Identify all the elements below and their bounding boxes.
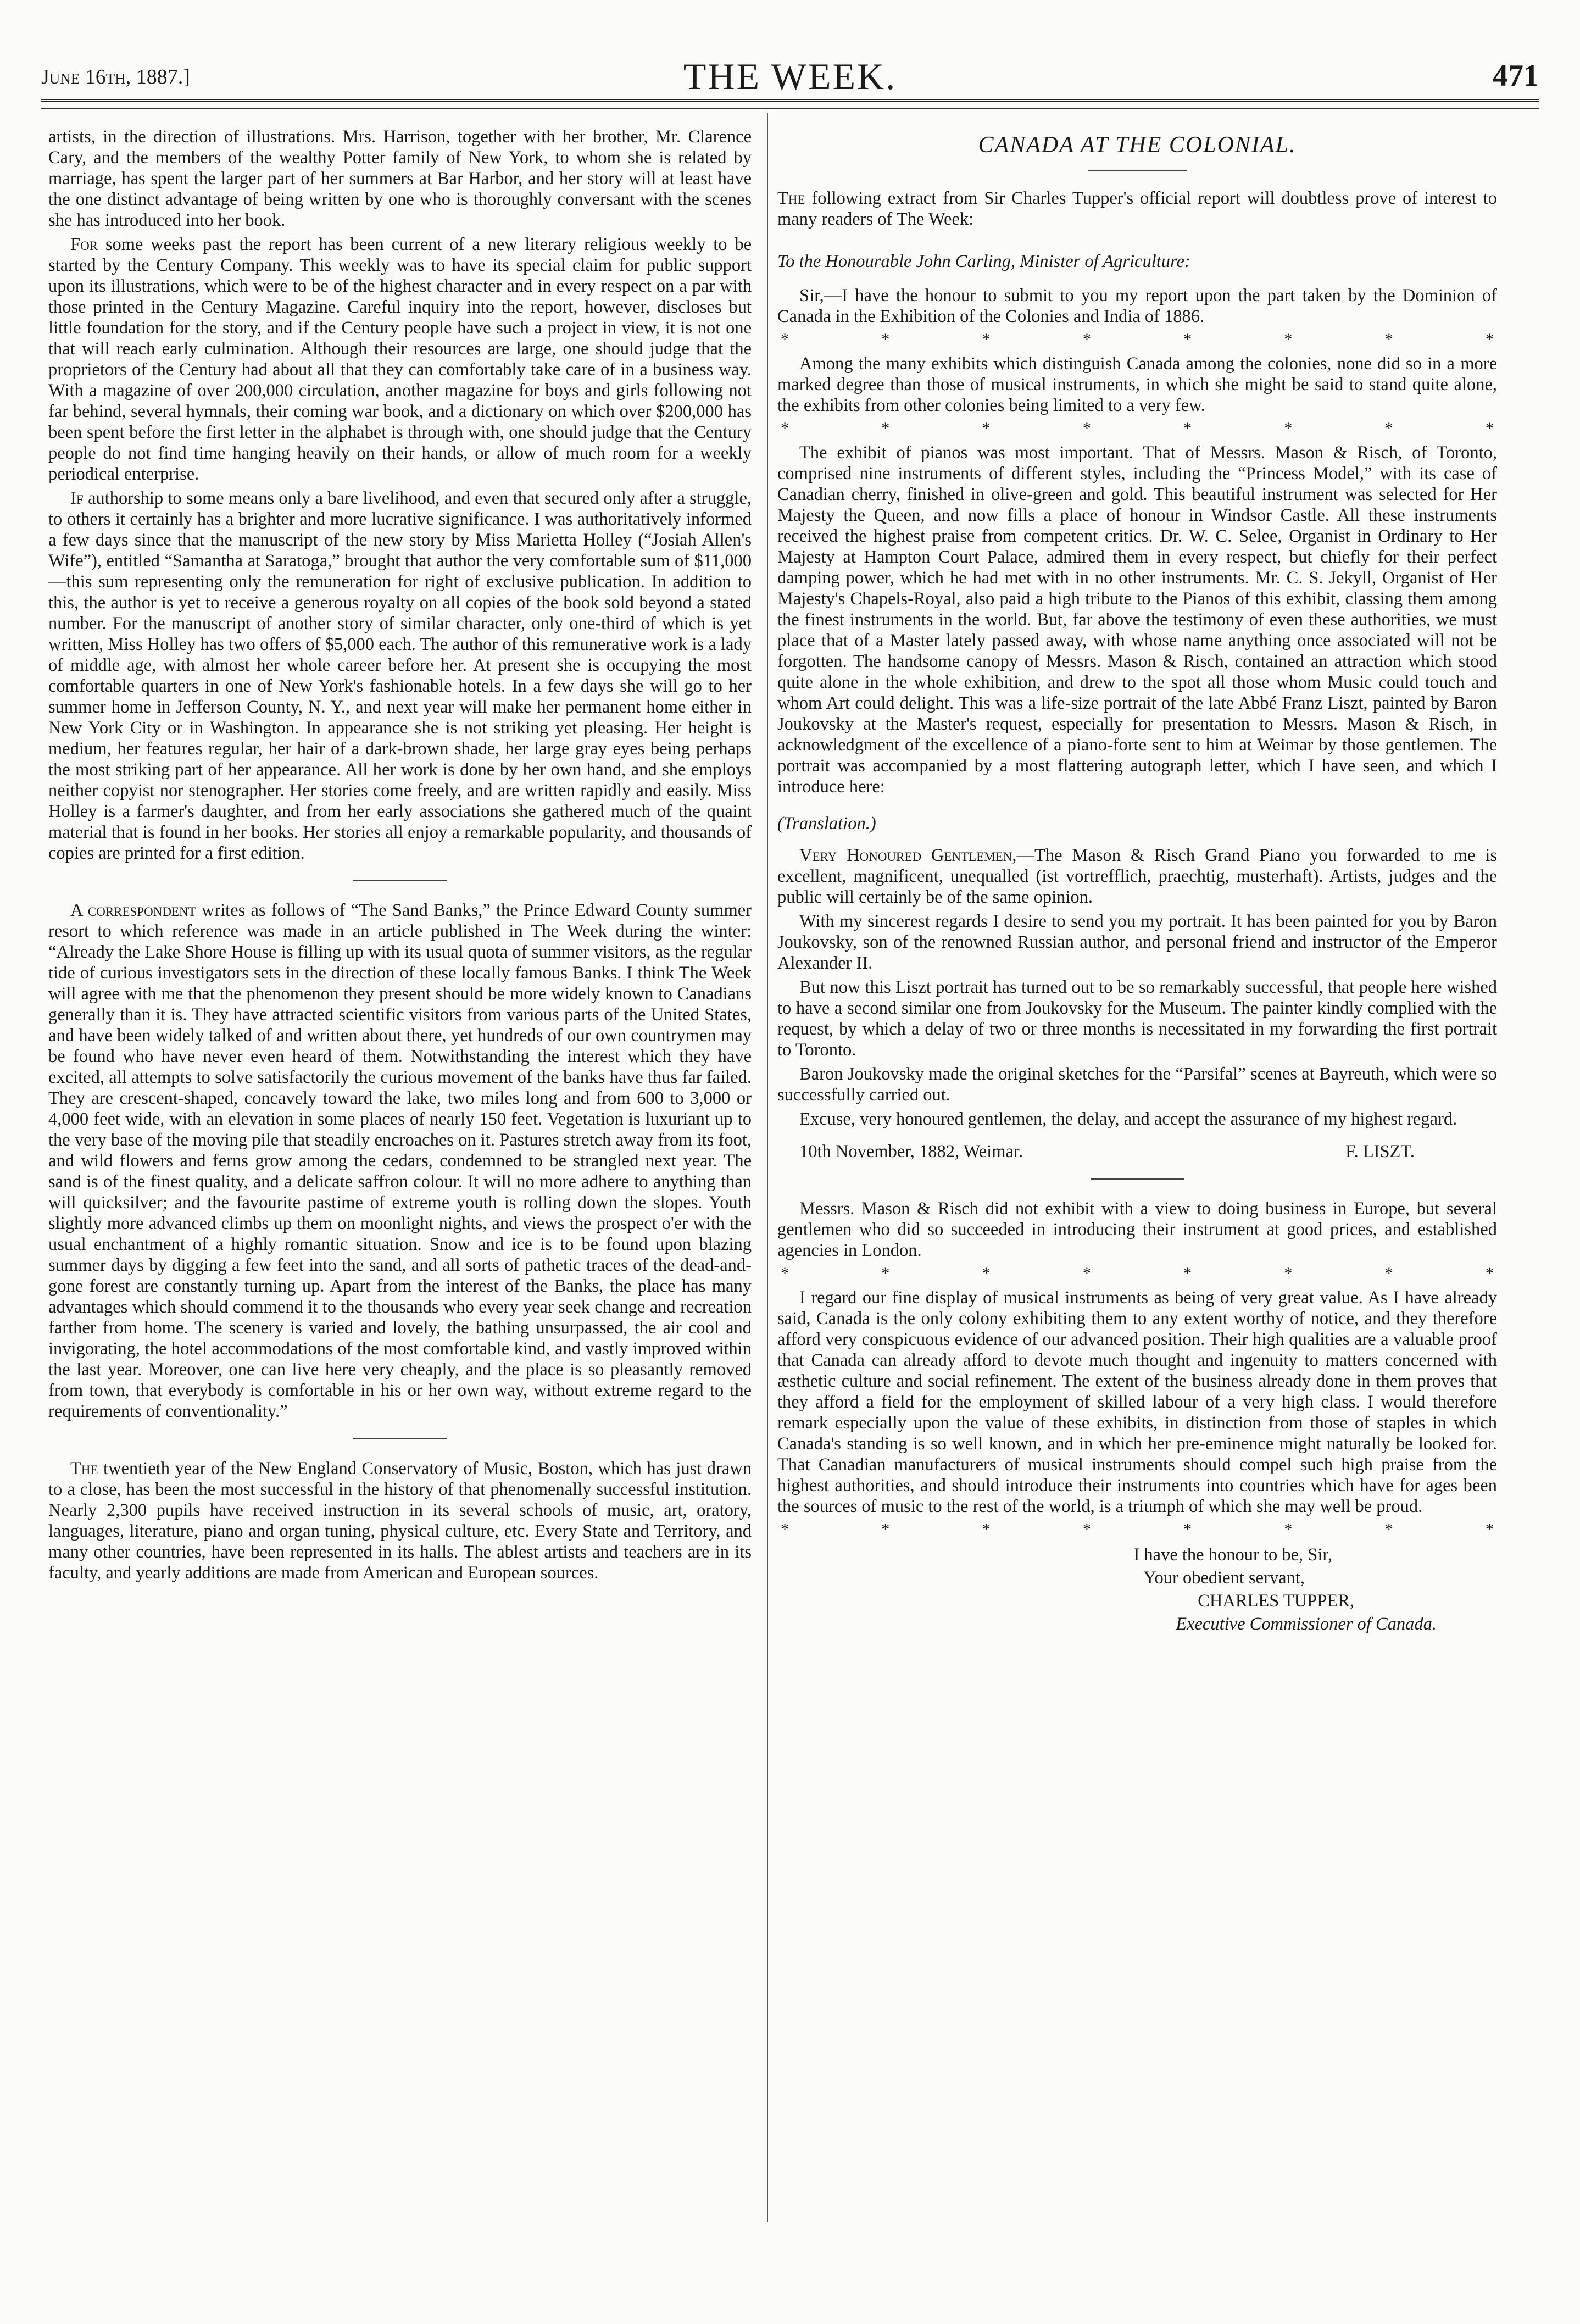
paragraph-text: some weeks past the report has been current of a new literary religious weekly to be started by the Century Company. This weekly was to have its special claim for public support upon its illustrations, which were to be of the highest character and in every respect on a par with those printed in the Century Magazine. Careful inquiry into the report, however, discloses but little foundation for the story, and if the Century people have such a project in view, it is not one that will reach early culmination. Although their resources are large, one should judge that the proprietors of the Century had about all that they can comfortably take care of in a business way. With a magazine of over 200,000 circulation, another magazine for boys and girls following not far behind, several hymnals, their coming war book, and a dictionary on which over $200,000 has been spent before the first letter in the alphabet is through with, one should judge that the Century people do not find time hanging heavily on their hands, or allow of much room for a weekly periodical enterprise. — [48, 235, 752, 484]
paragraph-conservatory — [48, 1458, 752, 1583]
letter-salutation: Very Honoured Gentlemen, — [799, 846, 1017, 865]
letter-signature: F. LISZT. — [1345, 1142, 1415, 1161]
section-separator — [353, 880, 447, 881]
section-separator — [353, 1438, 447, 1439]
left-column — [48, 126, 752, 1587]
letter-paragraph: Excuse, very honoured gentlemen, the delay, and accept the assurance of my highest regard. — [799, 1109, 1457, 1129]
paragraph-pianos: The exhibit of pianos was most important. That of Messrs. Mason & Risch, of Toronto, comprised nine instruments of different styles, including the “Princess Model,” with its case of Canadian cherry, finished in olive-green and gold. This beautiful instrument was selected for Her Majesty the Queen, and now fills a place of honour in Windsor Castle. All these instruments received the highest praise from competent critics. Dr. W. C. Selee, Organist in Ordinary to Her Majesty at Hampton Court Palace, admired them in every respect, but chiefly for their perfect damping power, which he had met with in no other instruments. Mr. C. S. Jekyll, Organist of Her Majesty's Chapels-Royal, also paid a high tribute to the Pianos of this exhibit, classing them among the finest instruments in the world. But, far above the testimony of even these authorities, we must place that of a Master lately passed away, with whose name anything once associated will not be forgotten. The handsome canopy of Messrs. Mason & Risch, contained an attraction which stood quite alone in the whole exhibition, and drew to the spot all those whom Music could touch and whom Art could delight. This was a life-size portrait of the late Abbé Franz Liszt, painted by Baron Joukovsky at the Master's request, especially for presentation to Messrs. Mason & Risch, in acknowledgment of the excellence of a piano-forte sent to him at Weimar by those gentlemen. The portrait was accompanied by a most flattering autograph letter, which I have seen, and which I introduce here: — [777, 443, 1497, 797]
publication-title: THE WEEK. — [683, 55, 897, 97]
paragraph-text: authorship to some means only a bare livelihood, and even that secured only after a struggle, to others it certainly has a brighter and more lucrative significance. I was authoritatively informed a few days since that the manuscript of the new story by Miss Marietta Holley (“Josiah Allen's Wife”), entitled “Samantha at Saratoga,” brought that author the very comfortable sum of $11,000—this sum representing only the remuneration for right of exclusive publication. In addition to this, the author is yet to receive a generous royalty on all copies of the book sold beyond a stated number. For the manuscript of another story of similar character, only one-third of which is yet written, Miss Holley has two offers of $5,000 each. The author of this remunerative work is a lady of middle age, with almost her whole career before her. At present she is occupying the most comfortable quarters in one of New York's fashionable hotels. In a few days she will go to her summer home in Jefferson County, N. Y., and next year will make her permanent home either in New York City or in Washington. In appearance she is not striking yet pleasing. Her height is medium, her features regular, her hair of a dark-brown shade, her large gray eyes being perhaps the most striking part of her appearance. All her work is done by her own hand, and she employs neither copyist nor stenographer. Her stories come freely, and are written rapidly and easily. Miss Holley is a farmer's daughter, and from her early associations she gathered much of the quaint material that is found in her books. Her stories all enjoy a remarkable popularity, and thousands of copies are printed for a first edition. — [48, 488, 752, 863]
issue-date: June 16th, 1887.] — [41, 65, 190, 88]
closing-line: I have the honour to be, Sir, — [1133, 1545, 1332, 1565]
paragraph-holley — [48, 488, 752, 864]
paragraph-text: following extract from Sir Charles Tupper's official report will doubtless prove of interest to many readers of The Week: — [777, 188, 1497, 229]
ellipsis-stars: * * * * * * * * — [781, 330, 1494, 348]
paragraph-musical-instruments: Among the many exhibits which distinguish Canada among the colonies, none did so in a more marked degree than those of musical instruments, in which she might be said to stand quite alone, the exhibits from other colonies being limited to a very few. — [777, 354, 1497, 415]
translation-label: (Translation.) — [777, 814, 876, 833]
paragraph-harrison: artists, in the direction of illustrations. Mrs. Harrison, together with her brother, Mr. Clarence Cary, and the members of the wealthy Potter family of New York, to whom she is related by marriage, has spent the larger part of her summers at Bar Harbor, and her story will at least have the one distinct advantage of being written by one who is thoroughly conversant with the scenes she has introduced into her book. — [48, 127, 752, 230]
letter-date: 10th November, 1882, Weimar. — [799, 1142, 1023, 1161]
page-number: 471 — [1493, 59, 1539, 93]
lead-word: For — [70, 235, 98, 254]
paragraph-text: twentieth year of the New England Conservatory of Music, Boston, which has just drawn to a close, has been the most successful in the history of that phenomenally successful institution. Nearly 2,300 pupils have received instruction in its several schools of music, art, oratory, languages, literature, piano and organ tuning, physical culture, etc. Every State and Territory, and many other countries, have been represented in its halls. The ablest artists and teachers are in its faculty, and yearly additions are made from American and European sources. — [48, 1459, 752, 1583]
right-column — [777, 126, 1497, 1636]
ellipsis-stars: * * * * * * * * — [781, 419, 1494, 437]
signatory-name: CHARLES TUPPER, — [1198, 1591, 1354, 1611]
lead-word: A correspondent — [70, 900, 196, 920]
page-header — [41, 55, 1539, 102]
section-separator — [1091, 1178, 1184, 1180]
report-address: To the Honourable John Carling, Minister of Agriculture: — [777, 252, 1190, 271]
paragraph-report-opening: Sir,—I have the honour to submit to you my report upon the part taken by the Dominion of Canada in the Exhibition of the Colonies and India of 1886. — [777, 286, 1497, 326]
paragraph-conclusion: I regard our fine display of musical instruments as being of very great value. As I have already said, Canada is the only colony exhibiting them to any extent worthy of notice, and they therefore afford very conspicuous evidence of our advanced position. Their high qualities are a valuable proof that Canada can already afford to devote much thought and ingenuity to matters concerned with æsthetic culture and social refinement. The extent of the business already done in them proves that they afford a field for the employment of skilled labour of a very high class. I would therefore remark especially upon the value of these exhibits, in distinction from those of staples in which Canada's standing is so well known, and in which her pre-eminence might naturally be looked for. That Canadian manufacturers of musical instruments should compel such high praise from the highest authorities, and should introduce their instruments into countries which have for ages been the sources of music to the rest of the world, is a triumph of which she may well be proud. — [777, 1288, 1497, 1516]
letter-dateline — [777, 1142, 1497, 1162]
signatory-title: Executive Commissioner of Canada. — [1176, 1614, 1437, 1634]
lead-word: If — [70, 488, 84, 508]
paragraph-business: Messrs. Mason & Risch did not exhibit with a view to doing business in Europe, but several gentlemen who did so succeeded in introducing their instrument at good prices, and established agencies in London. — [777, 1199, 1497, 1260]
letter-paragraph — [777, 845, 1497, 908]
column-divider — [767, 113, 768, 2222]
letter-paragraph: But now this Liszt portrait has turned out to be so remarkably successful, that people here wished to have a second similar one from Joukovsky for the Museum. The painter kindly complied with the request, by which a delay of two or three months is necessitated in my forwarding the first portrait to Toronto. — [777, 977, 1497, 1060]
letter-paragraph: With my sincerest regards I desire to send you my portrait. It has been painted for you by Baron Joukovsky, son of the renowned Russian author, and personal friend and instructor of the Emperor Alexander II. — [777, 911, 1497, 973]
paragraph-century-weekly — [48, 234, 752, 485]
header-rule-thin — [41, 108, 1539, 109]
paragraph-sand-banks — [48, 900, 752, 1422]
ellipsis-stars: * * * * * * * * — [781, 1264, 1494, 1282]
paragraph-intro — [777, 188, 1497, 230]
lead-word: The — [777, 188, 805, 208]
header-rule — [41, 99, 1539, 102]
heading-rule — [1088, 170, 1187, 171]
paragraph-text: —The Mason & Risch Grand Piano you forwarded to me is excellent, magnificent, unequalled (ist vortrefflich, praechtig, musterhaft). Artists, judges and the public will certainly be of the same opinion. — [777, 846, 1498, 907]
paragraph-text: writes as follows of “The Sand Banks,” the Prince Edward County summer resort to which reference was made in an article published in The Week during the winter: “Already the Lake Shore House is filling up with its usual quota of summer visitors, as the regular tide of curious investigators sets in the direction of these locally famous Banks. I think The Week will agree with me that the phenomenon they present should be more widely known to Canadians generally than it is. They have attracted scientific visitors from various parts of the United States, and have been widely talked of and written about there, yet hundreds of our own countrymen may be found who have never even heard of them. Notwithstanding the interest which they have excited, all attempts to solve satisfactorily the curious movement of the banks have thus far failed. They are crescent-shaped, concavely toward the lake, two miles long and from 600 to 3,000 or 4,000 feet wide, with an elevation in some places of nearly 150 feet. Vegetation is luxuriant up to the very base of the moving pile that steadily encroaches on it. Pastures stretch away from its foot, and wild flowers and ferns grow among the cedars, condemned to be strangled next year. The sand is of the finest quality, and a delicate saffron colour. It will no more adhere to anything than will quicksilver; and the favourite pastime of extreme youth is rolling down the slopes. Youth slightly more advanced climbs up them on moonlight nights, and views the prospect o'er with the usual enchantment of a highly romantic situation. Snow and ice is to be found upon blazing summer days by digging a few feet into the sand, and all sorts of pathetic traces of the dead-and-gone forest are constantly turning up. Apart from the interest of the Banks, the place has many advantages which should commend it to the thousands who every year seek change and recreation farther from home. The scenery is varied and lovely, the bathing unsurpassed, the air cool and invigorating, the hotel accommodations of the most comfortable kind, and vastly improved within the last year. Moreover, one can live here very cheaply, and the place is so pleasantly removed from town, that everybody is comfortable in his or her own way, without extreme regard to the requirements of conventionality.” — [48, 900, 752, 1421]
closing-signature — [777, 1543, 1497, 1636]
lead-word: The — [70, 1459, 98, 1478]
ellipsis-stars: * * * * * * * * — [781, 1520, 1494, 1538]
letter-paragraph: Baron Joukovsky made the original sketches for the “Parsifal” scenes at Bayreuth, which were so successfully carried out. — [777, 1064, 1497, 1105]
closing-line: Your obedient servant, — [1143, 1568, 1305, 1588]
article-heading: CANADA AT THE COLONIAL. — [978, 132, 1297, 158]
